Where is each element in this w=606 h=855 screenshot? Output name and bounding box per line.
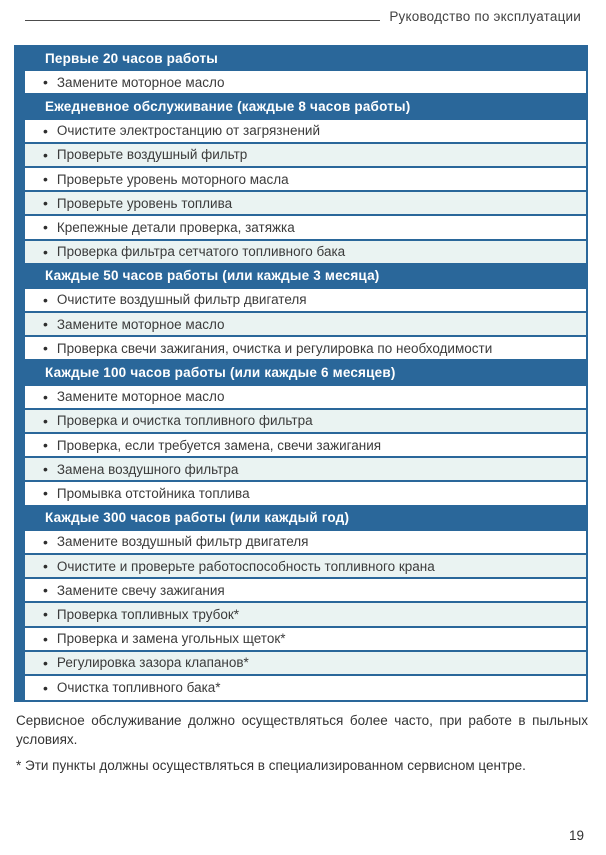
task-label: Проверка и очистка топливного фильтра xyxy=(56,413,313,429)
task-label: Очистите и проверьте работоспособность топливного крана xyxy=(56,558,435,574)
task-row xyxy=(25,144,586,168)
task-label: Очистите воздушный фильтр двигателя xyxy=(56,292,307,308)
task-label: Проверьте уровень топлива xyxy=(56,195,233,211)
bullet-icon: • xyxy=(43,461,48,478)
footnotes xyxy=(16,711,588,775)
task-row xyxy=(25,676,586,700)
task-row xyxy=(25,410,586,434)
bullet-icon: • xyxy=(43,582,48,599)
task-row xyxy=(25,192,586,216)
task-label: Проверка фильтра сетчатого топливного бака xyxy=(56,244,346,260)
task-row xyxy=(25,555,586,579)
service-note: Сервисное обслуживание должно осуществляться более часто, при работе в пыльных условиях. xyxy=(16,713,588,748)
header-rule xyxy=(25,20,380,21)
task-row xyxy=(25,652,586,676)
section-header-row: Первые 20 часов работы xyxy=(25,47,586,71)
task-label: Крепежные детали проверка, затяжка xyxy=(56,219,295,235)
task-row xyxy=(25,386,586,410)
bullet-icon: • xyxy=(43,74,48,91)
section-header-row: Каждые 100 часов работы (или каждые 6 месяцев) xyxy=(25,361,586,385)
task-row xyxy=(25,168,586,192)
task-label: Регулировка зазора клапанов* xyxy=(56,655,249,671)
bullet-icon: • xyxy=(43,412,48,429)
task-row xyxy=(25,603,586,627)
bullet-icon: • xyxy=(43,679,48,696)
task-row xyxy=(25,71,586,95)
asterisk-note: * Эти пункты должны осуществляться в специализированном сервисном центре. xyxy=(16,758,526,774)
bullet-icon: • xyxy=(43,243,48,260)
bullet-icon: • xyxy=(43,654,48,671)
bullet-icon: • xyxy=(43,558,48,575)
bullet-icon: • xyxy=(43,630,48,647)
page-title: Руководство по эксплуатации xyxy=(389,9,581,24)
running-head xyxy=(25,9,581,24)
bullet-icon: • xyxy=(43,195,48,212)
task-row xyxy=(25,458,586,482)
task-row xyxy=(25,482,586,506)
bullet-icon: • xyxy=(43,316,48,333)
task-label: Промывка отстойника топлива xyxy=(56,485,250,501)
task-label: Проверьте уровень моторного масла xyxy=(56,171,289,187)
task-label: Проверьте воздушный фильтр xyxy=(56,147,248,163)
section-header-row: Каждые 300 часов работы (или каждый год) xyxy=(25,507,586,531)
task-label: Проверка, если требуется замена, свечи зажигания xyxy=(56,437,382,453)
bullet-icon: • xyxy=(43,122,48,139)
task-row xyxy=(25,531,586,555)
task-label: Очистите электростанцию от загрязнений xyxy=(56,123,320,139)
bullet-icon: • xyxy=(43,485,48,502)
task-row xyxy=(25,628,586,652)
task-label: Проверка топливных трубок* xyxy=(56,606,240,622)
bullet-icon: • xyxy=(43,388,48,405)
task-label: Замените свечу зажигания xyxy=(56,582,225,598)
task-label: Замена воздушного фильтра xyxy=(56,461,239,477)
task-label: Замените моторное масло xyxy=(56,316,225,332)
bullet-icon: • xyxy=(43,606,48,623)
task-row xyxy=(25,216,586,240)
task-label: Замените моторное масло xyxy=(56,389,225,405)
task-label: Очистка топливного бака* xyxy=(56,680,221,696)
bullet-icon: • xyxy=(43,219,48,236)
bullet-icon: • xyxy=(43,146,48,163)
task-label: Проверка и замена угольных щеток* xyxy=(56,631,286,647)
maintenance-table xyxy=(14,45,588,702)
task-label: Проверка свечи зажигания, очистка и регулировка по необходимости xyxy=(56,340,493,356)
section-header-row: Каждые 50 часов работы (или каждые 3 месяца) xyxy=(25,265,586,289)
page-number: 19 xyxy=(568,828,584,843)
bullet-icon: • xyxy=(43,437,48,454)
task-row xyxy=(25,120,586,144)
bullet-icon: • xyxy=(43,171,48,188)
task-label: Замените воздушный фильтр двигателя xyxy=(56,534,309,550)
task-label: Замените моторное масло xyxy=(56,74,225,90)
bullet-icon: • xyxy=(43,291,48,308)
bullet-icon: • xyxy=(43,533,48,550)
section-header-row: Ежедневное обслуживание (каждые 8 часов работы) xyxy=(25,95,586,119)
task-row xyxy=(25,434,586,458)
task-row xyxy=(25,241,586,265)
bullet-icon: • xyxy=(43,340,48,357)
task-row xyxy=(25,337,586,361)
task-row xyxy=(25,579,586,603)
task-row xyxy=(25,289,586,313)
task-row xyxy=(25,313,586,337)
